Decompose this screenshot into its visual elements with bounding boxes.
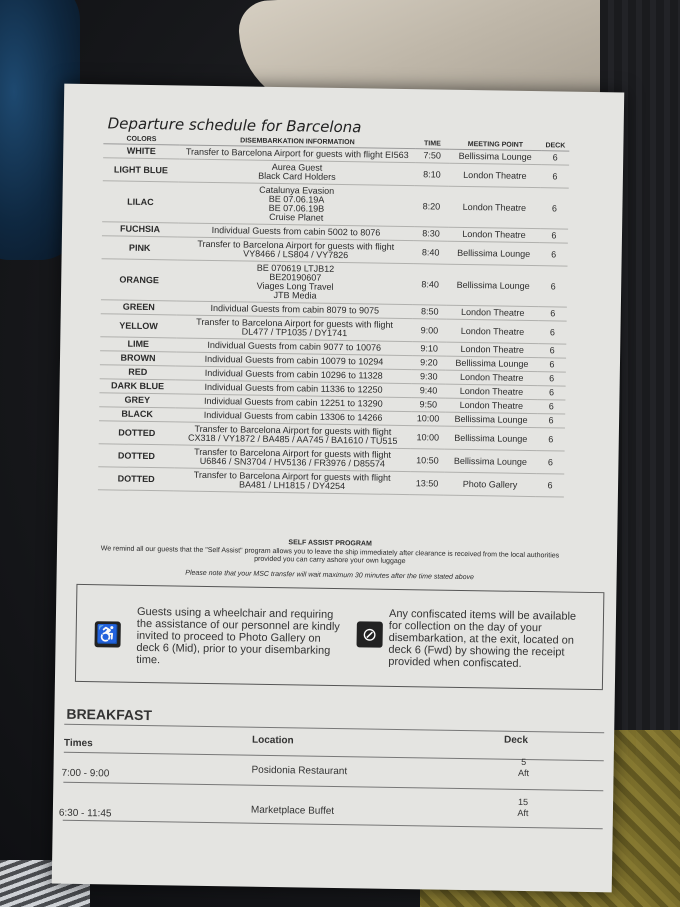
breakfast-divider (63, 782, 603, 791)
row-time: 10:50 (410, 449, 444, 473)
row-info: Individual Guests from cabin 8079 to 9075 (177, 301, 413, 319)
row-info: Transfer to Barcelona Airport for guests with flight CX318 / VY1872 / BA485 / AA745 / BA1610 / TU515 (175, 422, 411, 449)
row-info: Catalunya Evasion BE 07.06.19A BE 07.06.19B Cruise Planet (178, 182, 415, 227)
row-meeting-point: Bellissima Lounge (447, 264, 540, 306)
row-info: Transfer to Barcelona Airport for guests with flight BA481 / LH1815 / DY4254 (174, 468, 410, 495)
prohibited-icon: ⊘ (356, 621, 382, 647)
row-color: RED (100, 365, 176, 380)
row-info: Individual Guests from cabin 13306 to 14266 (175, 408, 411, 426)
breakfast-title: BREAKFAST (66, 705, 153, 724)
row-time: 13:50 (410, 472, 444, 496)
breakfast-header-location: Location (251, 734, 294, 747)
breakfast-location-2: Marketplace Buffet (250, 804, 335, 817)
row-time: 8:10 (415, 163, 449, 187)
row-deck: 6 (536, 451, 564, 474)
row-deck: 6 (537, 428, 565, 451)
row-deck: 6 (538, 358, 566, 372)
row-deck: 6 (538, 344, 566, 358)
row-info: Individual Guests from cabin 5002 to 8076 (178, 223, 414, 241)
row-time: 9:50 (411, 398, 445, 413)
row-color: BROWN (100, 351, 176, 366)
row-meeting-point: London Theatre (446, 370, 538, 385)
row-color: ORANGE (101, 259, 178, 301)
departure-table (98, 134, 570, 497)
row-time: 9:00 (412, 319, 446, 343)
header-info: DISEMBARKATION INFORMATION (179, 135, 415, 148)
header-time: TIME (415, 139, 449, 149)
row-deck: 6 (541, 151, 569, 165)
row-color: DOTTED (98, 467, 174, 491)
row-info: Aurea Guest Black Card Holders (179, 159, 415, 186)
row-time: 9:40 (411, 384, 445, 399)
row-deck: 6 (538, 321, 566, 344)
breakfast-header-times: Times (63, 737, 93, 750)
row-time: 8:20 (414, 186, 449, 228)
header-meeting-point: MEETING POINT (449, 140, 541, 151)
self-assist-title: SELF ASSIST PROGRAM (288, 539, 372, 548)
row-color: BLACK (99, 407, 175, 422)
row-time: 8:40 (414, 241, 448, 265)
header-deck: DECK (541, 141, 569, 151)
row-time: 8:50 (413, 305, 447, 320)
row-color: DOTTED (99, 421, 175, 445)
transfer-note: Please note that your MSC transfer will wait maximum 30 minutes after the time stated above (185, 569, 475, 582)
self-assist-text: We remind all our guests that the "Self Assist" program allows you to leave the ship immediately after clearance is received from the local authorities provided you can carry ashore your own luggage (100, 545, 560, 566)
row-deck: 6 (538, 372, 566, 386)
row-deck: 6 (540, 188, 569, 229)
wheelchair-icon: ♿ (94, 621, 120, 647)
row-meeting-point: Bellissima Lounge (445, 426, 537, 450)
row-meeting-point: London Theatre (446, 319, 538, 343)
row-meeting-point: Photo Gallery (444, 472, 536, 496)
breakfast-divider (64, 724, 604, 733)
schedule-sheet (52, 84, 624, 893)
row-time: 8:40 (413, 264, 448, 306)
breakfast-deck-pos-1: Aft (517, 767, 530, 779)
row-meeting-point: Bellissima Lounge (448, 241, 540, 265)
row-info: Individual Guests from cabin 12251 to 13290 (175, 394, 411, 412)
row-color: YELLOW (100, 314, 176, 338)
row-meeting-point: London Theatre (445, 398, 537, 413)
row-deck: 6 (540, 229, 568, 243)
breakfast-time-1: 7:00 - 9:00 (61, 767, 110, 780)
table-row (101, 259, 568, 307)
row-info: Transfer to Barcelona Airport for guests with flight VY8466 / LS804 / VY7826 (178, 237, 414, 264)
table-row (102, 181, 569, 229)
row-info: Transfer to Barcelona Airport for guests with flight DL477 / TP1035 / DY1741 (176, 315, 412, 342)
row-meeting-point: London Theatre (449, 163, 541, 187)
row-deck: 6 (540, 243, 568, 266)
row-color: WHITE (103, 144, 179, 159)
breakfast-deck-num-1: 5 (521, 756, 527, 767)
confiscated-text: Any confiscated items will be available for collection on the day of your disembarkation, at the exit, located on deck 6 (Fwd) by showing the receipt provided when confiscated. (388, 607, 577, 670)
table-body (98, 144, 569, 497)
wheelchair-text: Guests using a wheelchair and requiring the assistance of our personnel are kindly invited to proceed to Photo Gallery on deck 6 (Mid), prior to your disembarking time. (136, 605, 340, 667)
breakfast-deck-num-2: 15 (517, 796, 529, 808)
breakfast-divider (63, 820, 603, 829)
row-deck: 6 (541, 165, 569, 188)
row-info: Individual Guests from cabin 9077 to 10076 (176, 338, 412, 356)
row-info: Individual Guests from cabin 11336 to 12250 (175, 380, 411, 398)
row-time: 10:00 (411, 412, 445, 427)
row-color: GREEN (101, 300, 177, 315)
row-time: 9:30 (412, 370, 446, 385)
row-color: LILAC (102, 181, 179, 223)
row-info: Transfer to Barcelona Airport for guests with flight U6846 / SN3704 / HV5136 / FR3976 / D85574 (174, 445, 410, 472)
row-time: 9:20 (412, 356, 446, 371)
breakfast-location-1: Posidonia Restaurant (251, 764, 348, 778)
row-color: DARK BLUE (99, 379, 175, 394)
row-meeting-point: London Theatre (445, 384, 537, 399)
row-meeting-point: London Theatre (448, 186, 541, 228)
row-deck: 6 (537, 414, 565, 428)
row-time: 9:10 (412, 342, 446, 357)
row-meeting-point: London Theatre (446, 342, 538, 357)
row-deck: 6 (537, 400, 565, 414)
row-meeting-point: London Theatre (448, 227, 540, 242)
row-deck: 6 (539, 266, 568, 307)
row-meeting-point: Bellissima Lounge (449, 149, 541, 164)
row-meeting-point: Bellissima Lounge (444, 449, 536, 473)
row-meeting-point: London Theatre (447, 305, 539, 320)
row-time: 8:30 (414, 227, 448, 242)
header-colors: COLORS (103, 134, 179, 145)
row-deck: 6 (539, 307, 567, 321)
row-info: Individual Guests from cabin 10296 to 11328 (176, 366, 412, 384)
row-color: LIGHT BLUE (103, 158, 179, 182)
row-info: Individual Guests from cabin 10079 to 10294 (176, 352, 412, 370)
row-color: GREY (99, 393, 175, 408)
sheet-title: Departure schedule for Barcelona (107, 114, 362, 137)
row-deck: 6 (537, 386, 565, 400)
row-color: DOTTED (98, 444, 174, 468)
breakfast-time-2: 6:30 - 11:45 (58, 807, 112, 820)
row-time: 7:50 (415, 149, 449, 164)
row-info: BE 070619 LTJB12 BE20190607 Viages Long Travel JTB Media (177, 260, 414, 305)
info-box (75, 584, 604, 690)
row-deck: 6 (536, 474, 564, 497)
row-color: PINK (102, 236, 178, 260)
breakfast-deck-pos-2: Aft (517, 807, 529, 819)
row-color: LIME (100, 337, 176, 352)
row-color: FUCHSIA (102, 222, 178, 237)
row-time: 10:00 (411, 426, 445, 450)
row-meeting-point: Bellissima Lounge (445, 412, 537, 427)
breakfast-header-deck: Deck (503, 734, 529, 747)
row-meeting-point: Bellissima Lounge (446, 356, 538, 371)
row-info: Transfer to Barcelona Airport for guests with flight EI563 (179, 145, 415, 163)
